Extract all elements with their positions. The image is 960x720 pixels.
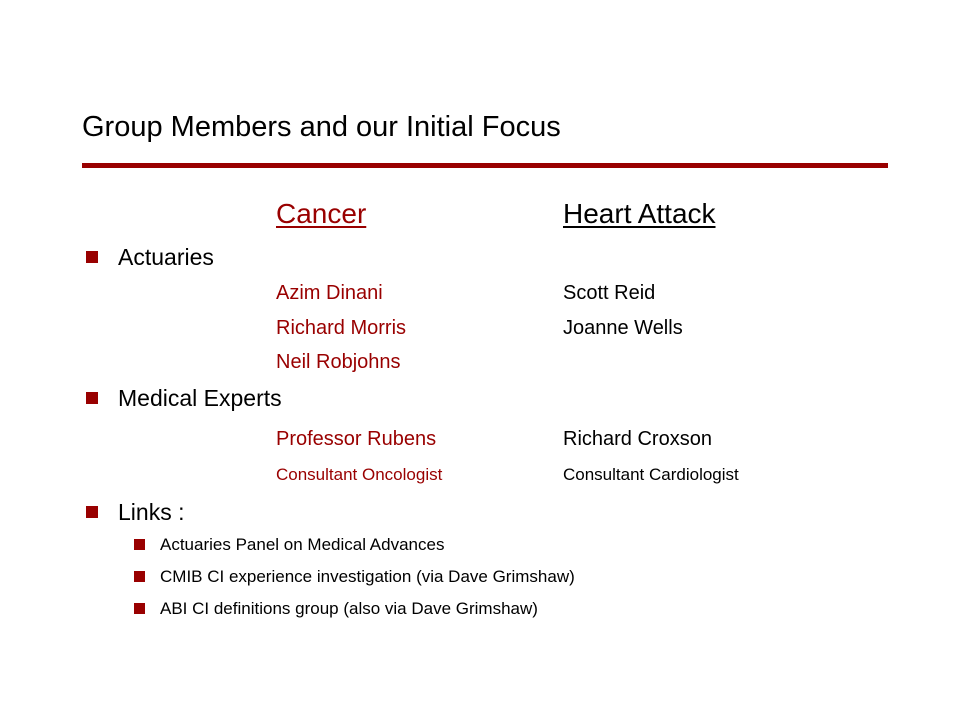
link-item: ABI CI definitions group (also via Dave Grimshaw) — [160, 599, 538, 618]
bullet-square-icon — [86, 251, 98, 263]
cancer-medical-expert-name: Professor Rubens — [276, 428, 437, 450]
heart-actuary-name: Scott Reid — [563, 282, 656, 304]
cancer-actuary-name: Richard Morris — [276, 317, 407, 339]
slide-title: Group Members and our Initial Focus — [82, 111, 561, 143]
link-item: Actuaries Panel on Medical Advances — [160, 535, 445, 554]
column-heading-heart-attack: Heart Attack — [563, 198, 716, 229]
cancer-medical-expert-role: Consultant Oncologist — [276, 465, 443, 484]
section-label-actuaries: Actuaries — [118, 244, 214, 270]
sub-bullet-square-icon — [134, 571, 145, 582]
title-divider — [82, 163, 888, 168]
link-item: CMIB CI experience investigation (via Dave Grimshaw) — [160, 567, 575, 586]
cancer-actuary-name: Azim Dinani — [276, 282, 383, 304]
cancer-actuary-name: Neil Robjohns — [276, 351, 401, 373]
bullet-square-icon — [86, 506, 98, 518]
section-label-medical-experts: Medical Experts — [118, 385, 282, 411]
section-label-links: Links : — [118, 499, 185, 525]
sub-bullet-square-icon — [134, 603, 145, 614]
sub-bullet-square-icon — [134, 539, 145, 550]
heart-medical-expert-role: Consultant Cardiologist — [563, 465, 739, 484]
heart-medical-expert-name: Richard Croxson — [563, 428, 712, 450]
heart-actuary-name: Joanne Wells — [563, 317, 683, 339]
bullet-square-icon — [86, 392, 98, 404]
column-heading-cancer: Cancer — [276, 198, 367, 229]
